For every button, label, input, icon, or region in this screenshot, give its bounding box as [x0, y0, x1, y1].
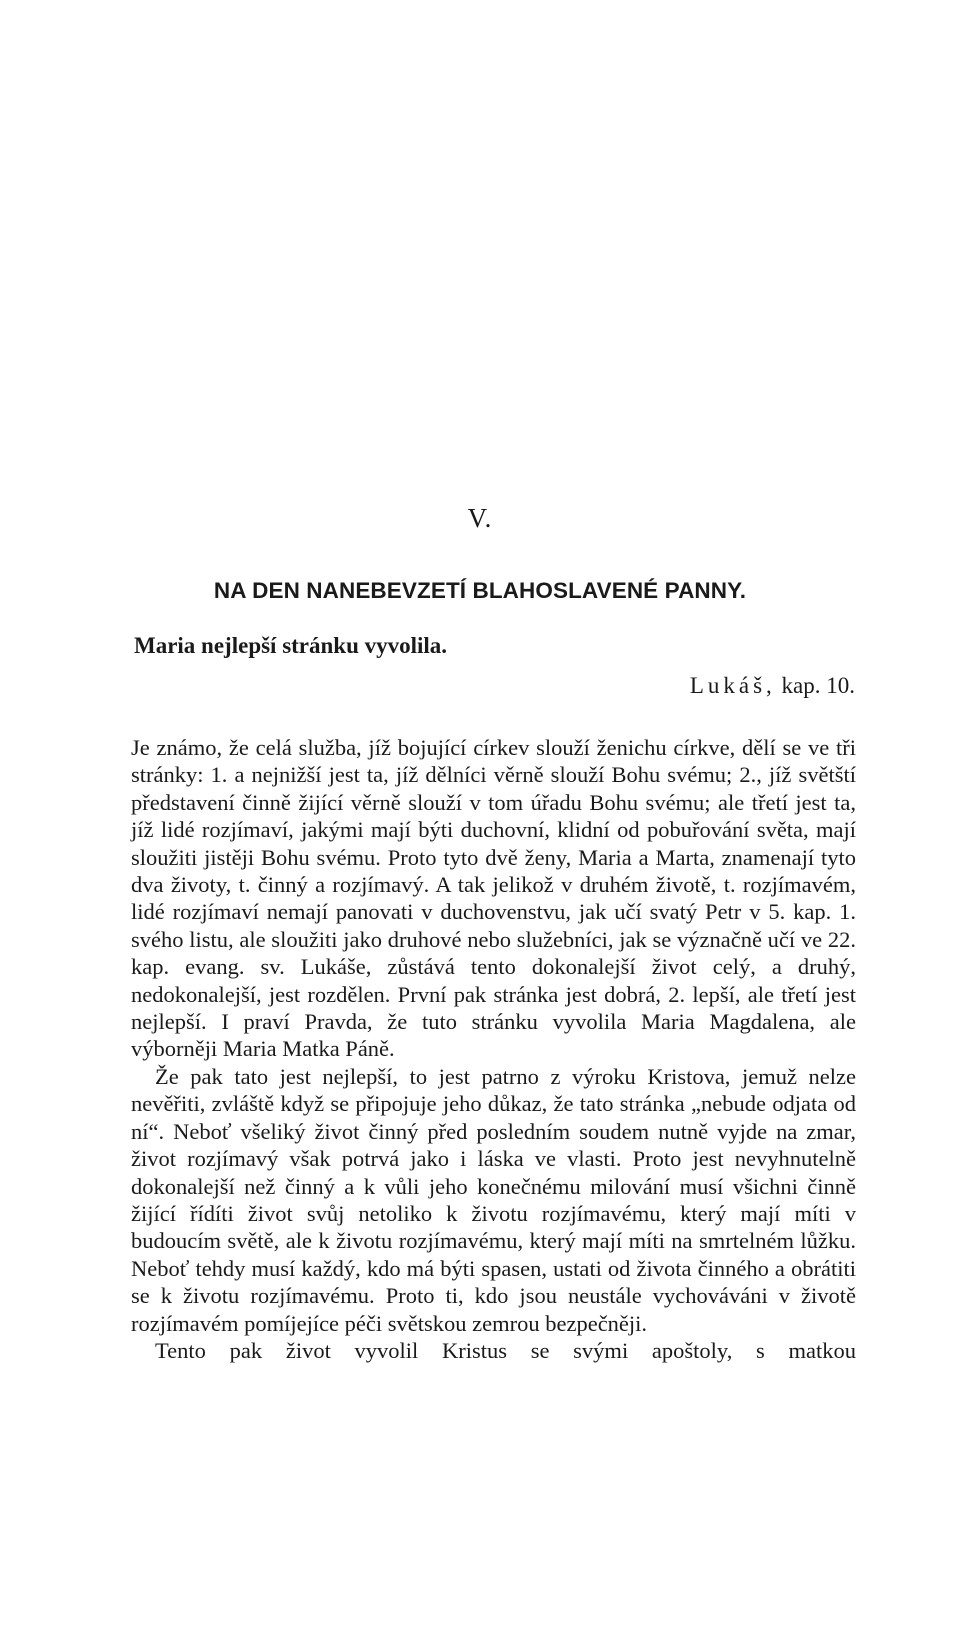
chapter-number: V.: [467, 503, 493, 533]
paragraph-3: Tento pak život vyvolil Kristus se svými apoštoly, s matkou: [155, 1337, 856, 1363]
paragraph-2: Že pak tato jest nejlepší, to jest patrno z výroku Kristova, jemuž nelze nevěřiti, zvláště když se připojuje jeho důkaz, že tato stránka „nebude odjata od ní“. Neboť všeliký život činný před posledním soudem nutně vyjde na zmar, život rozjímavý však potrvá jako i láska ve vlasti. Proto jest nevyhnutelně dokonalejší než činný a k vůli jeho konečnému milování musí všichni činně žijící řídíti život svůj netoliko k životu rozjímavému, který mají míti v budoucím světě, ale k životu rozjímavému, který mají míti na smrtelném lůžku. Neboť tehdy musí každý, kdo má býti spasen, ustati od života činného a obrátiti se k životu rozjímavému. Proto ti, kdo jsou neustále vychováváni v životě rozjímavém pomíjejíce péči světskou zemrou bezpečněji.: [131, 1063, 856, 1336]
section-subtitle: Maria nejlepší stránku vyvolila.: [134, 633, 448, 658]
paragraph-1: Je známo, že celá služba, jíž bojující církev slouží ženichu církve, dělí se ve tři stránky: 1. a nejnižší jest ta, jíž dělníci věrně slouží Bohu svému; 2., jíž světští představení činně žijící věrně slouží v tom úřadu Bohu svému; ale třetí jest ta, jíž lidé rozjímaví, jakými mají býti duchovní, klidní od pobuřování světa, mají sloužiti jistěji Bohu svému. Proto tyto dvě ženy, Maria a Marta, znamenají tyto dva životy, t. činný a rozjímavý. A tak jelikož v druhém životě, t. rozjímavém, lidé rozjímaví nemají panovati v duchovenstvu, jak učí svatý Petr v 5. kap. 1. svého listu, ale sloužiti jako druhové nebo služebníci, jak se význačně učí ve 22. kap. evang. sv. Lukáše, zůstává tento dokonalejší život celý, a druhý, nedokonalejší, jest rozdělen. První pak stránka jest dobrá, 2. lepší, ale třetí jest nejlepší. I praví Pravda, že tuto stránku vyvolila Maria Magdalena, ale výborněji Maria Matka Páně.: [131, 735, 856, 1062]
scripture-reference: [690, 673, 855, 699]
body-text: [131, 734, 856, 1364]
chapter-title: NA DEN NANEBEVZETÍ BLAHOSLAVENÉ PANNY.: [213, 578, 747, 603]
reference-chapter: kap. 10.: [781, 673, 855, 698]
reference-name: Lukáš,: [689, 673, 776, 698]
